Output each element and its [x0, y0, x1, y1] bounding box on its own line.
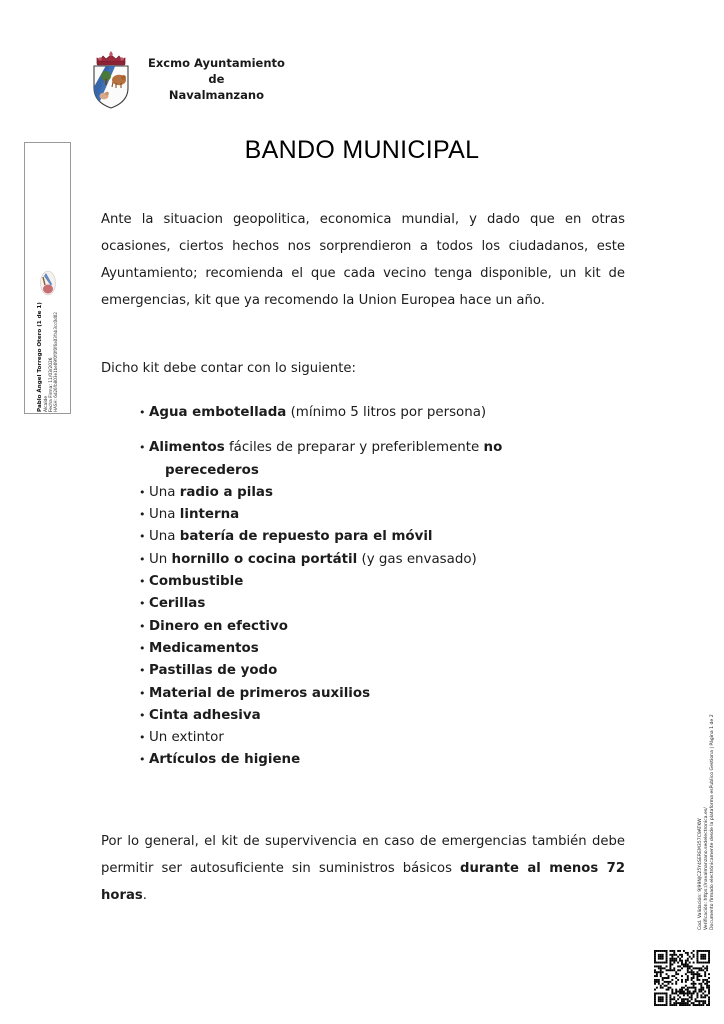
kit-list-item	[139, 616, 625, 638]
kit-list-item	[139, 638, 625, 660]
kit-item-name: Cerillas	[149, 596, 206, 612]
qr-code-icon	[654, 950, 710, 1006]
municipality-header	[88, 48, 285, 110]
kit-item-continuation: perecederos	[165, 462, 259, 478]
kit-item-name: Combustible	[149, 574, 244, 590]
kit-item-prefix: Una	[149, 507, 180, 523]
signer-role: Alcalde	[43, 395, 49, 412]
kit-item-prefix: Un	[149, 551, 172, 567]
kit-item-detail: fáciles de preparar y preferiblemente	[224, 440, 484, 456]
kit-item-name: Agua embotellada	[149, 405, 287, 420]
kit-item-detail-emphasis: no	[483, 440, 503, 456]
kit-item-prefix: Una	[149, 484, 180, 500]
verification-url: Verificación: https://navalmanzano.sedelectronica.es/	[703, 807, 709, 930]
kit-item-prefix: Una	[149, 529, 180, 545]
kit-list-item	[139, 482, 625, 504]
kit-list-item	[139, 504, 625, 526]
validation-code: Cod. Validación: 9J99NJC25Y4SEREM357C9ATKW	[697, 818, 703, 930]
closing-text-part2: .	[142, 887, 147, 903]
intro-paragraph: Ante la situacion geopolitica, economica mundial, y dado que en otras ocasiones, ciertos hechos nos sorprendieron a todos los ciudadanos, este Ayuntamiento; recomienda el que cada vecino tenga disponible, un kit de emergencias, kit que ya recomendo la Union Europea hace un año.	[101, 212, 625, 308]
kit-list-item	[139, 402, 625, 424]
kit-item-prefix: Un extintor	[149, 730, 224, 746]
signature-panel	[24, 142, 71, 414]
kit-list-item	[139, 660, 625, 682]
signature-stamp-icon	[39, 270, 57, 296]
coat-of-arms-icon	[88, 48, 134, 110]
kit-list-item	[139, 549, 625, 571]
closing-text-part1: Por lo general, el kit de supervivencia en caso de emergencias también debe permitir ser autosuficiente sin suministros básicos	[101, 833, 625, 876]
kit-item-name: Material de primeros auxilios	[149, 685, 371, 701]
header-line-2: de	[208, 72, 225, 86]
kit-list-item	[139, 705, 625, 727]
kit-item-name: Cinta adhesiva	[149, 707, 261, 723]
kit-item-name: hornillo o cocina portátil	[171, 551, 358, 567]
kit-item-name: Artículos de higiene	[149, 752, 301, 768]
kit-item-detail: (y gas envasado)	[357, 551, 477, 567]
kit-item-name: Dinero en efectivo	[149, 618, 288, 634]
verification-sidebar	[698, 620, 716, 930]
municipality-name	[148, 55, 285, 103]
kit-item-name: Alimentos	[149, 440, 225, 456]
kit-item-name: Medicamentos	[149, 640, 259, 656]
signature-date: Fecha Firma: 11/03/2026	[48, 357, 54, 412]
closing-paragraph	[101, 828, 625, 909]
kit-list-item	[139, 526, 625, 548]
list-lead-in: Dicho kit debe contar con lo siguiente:	[101, 361, 356, 376]
kit-list-item	[139, 593, 625, 615]
signature-hash: HASH: 6d26fb803e1be09f0f0f0f6a03fab3cc0d02	[52, 312, 58, 412]
header-line-3: Navalmanzano	[168, 88, 264, 102]
kit-item-name: batería de repuesto para el móvil	[179, 529, 433, 545]
kit-item-detail: (mínimo 5 litros por persona)	[286, 405, 487, 420]
kit-list-item	[139, 749, 625, 771]
header-line-1: Excmo Ayuntamiento	[148, 56, 285, 70]
kit-list-item	[139, 727, 625, 749]
kit-list-item	[139, 683, 625, 705]
kit-list-item	[139, 437, 625, 482]
kit-item-list	[139, 402, 625, 772]
signer-name: Pablo Ángel Torrego Otero (1 de 1)	[36, 302, 43, 412]
document-body	[101, 206, 625, 909]
kit-list-item	[139, 571, 625, 593]
verification-footer: Documento firmado electrónicamente desde la plataforma esPublico Gestiona | Página 1 de 2	[710, 714, 716, 930]
kit-item-name: linterna	[179, 507, 240, 523]
kit-item-name: Pastillas de yodo	[149, 663, 278, 679]
kit-item-name: radio a pilas	[179, 484, 273, 500]
closing-text-bold: durante al menos 72 horas	[101, 860, 625, 903]
page-title: BANDO MUNICIPAL	[244, 136, 480, 164]
